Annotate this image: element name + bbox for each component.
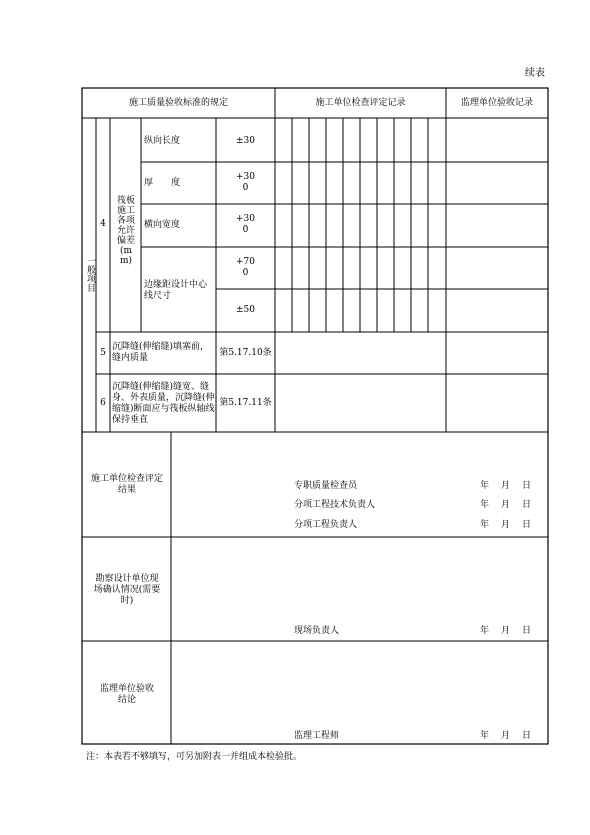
- item4-row2-value: +30 0: [236, 172, 255, 193]
- survey-confirm-title: 勘察设计单位现场确认情况(需要时): [93, 574, 161, 606]
- day-label: 日: [522, 731, 532, 741]
- month-label: 月: [501, 500, 511, 510]
- construction-signer-quality: 专职质量检查员: [294, 481, 358, 491]
- item4-row4-name: 边缘距设计中心线尺寸: [144, 280, 208, 301]
- header-construction-record: 施工单位检查评定记录: [315, 98, 406, 108]
- construction-date-1: [480, 481, 531, 492]
- year-label: 年: [480, 500, 490, 510]
- footnote: 注：本表若不够填写，可另加附表一并组成本检验批。: [86, 752, 303, 762]
- item4-name: 筏板施工各项允许偏差(mm): [116, 196, 135, 266]
- year-label: 年: [480, 626, 490, 636]
- item6-number: 6: [100, 398, 106, 408]
- construction-date-3: [480, 520, 531, 531]
- item4-row3-name: 横向宽度: [144, 220, 181, 230]
- day-label: 日: [522, 481, 532, 491]
- item5-number: 5: [100, 348, 106, 358]
- construction-result-title: 施工单位检查评定结果: [90, 474, 163, 495]
- item6-name: 沉降缝(伸缩缝)缝宽、缝身、外表质量，沉降缝(伸缩缝)断面应与筏板纵轴线保持垂直: [112, 382, 215, 425]
- general-items-label: 一般项目: [85, 256, 95, 292]
- day-label: 日: [522, 520, 532, 530]
- supervision-date: [480, 731, 531, 742]
- month-label: 月: [501, 520, 511, 530]
- item4-row2-name: 厚 度: [144, 178, 181, 188]
- item6-clause: 第5.17.11条: [219, 398, 272, 408]
- item4-number: 4: [100, 219, 106, 229]
- month-label: 月: [501, 731, 511, 741]
- construction-date-2: [480, 500, 531, 511]
- continued-label: 续表: [525, 68, 545, 79]
- day-label: 日: [522, 500, 532, 510]
- item5-clause: 第5.17.10条: [219, 348, 272, 358]
- day-label: 日: [522, 626, 532, 636]
- header-supervision-record: 监理单位验收记录: [460, 98, 533, 108]
- supervision-conclusion-title: 监理单位验收结论: [100, 684, 155, 705]
- construction-signer-tech: 分项工程技术负责人: [294, 500, 376, 510]
- construction-signer-head: 分项工程负责人: [294, 520, 358, 530]
- item4-row1-value: ±30: [236, 136, 255, 146]
- year-label: 年: [480, 731, 490, 741]
- item4-row4-value: +70 0: [236, 257, 255, 278]
- year-label: 年: [480, 520, 490, 530]
- month-label: 月: [501, 626, 511, 636]
- supervision-signer: 监理工程师: [294, 731, 340, 741]
- month-label: 月: [501, 481, 511, 491]
- header-standard: 施工质量验收标准的规定: [128, 98, 228, 108]
- item4-row1-name: 纵向长度: [144, 136, 181, 146]
- item5-name: 沉降缝(伸缩缝)填塞前，缝内质量: [112, 342, 210, 363]
- survey-date: [480, 626, 531, 637]
- item4-row5-value: ±50: [236, 305, 255, 315]
- survey-signer: 现场负责人: [294, 626, 340, 636]
- year-label: 年: [480, 481, 490, 491]
- item4-row3-value: +30 0: [236, 214, 255, 235]
